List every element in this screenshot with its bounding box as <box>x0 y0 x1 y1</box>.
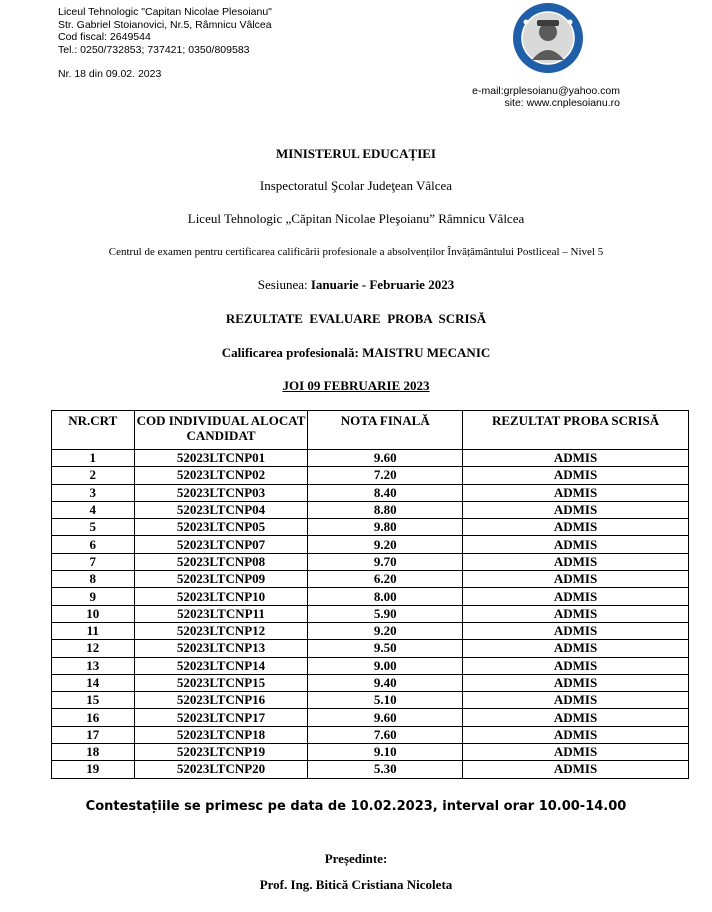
document-number: Nr. 18 din 09.02. 2023 <box>58 68 162 80</box>
cell-nr: 16 <box>52 709 135 726</box>
school-title: Liceul Tehnologic „Căpitan Nicolae Pleşoianu” Râmnicu Vâlcea <box>187 211 525 226</box>
column-header-code: COD INDIVIDUAL ALOCAT CANDIDAT <box>134 411 308 450</box>
cell-code: 52023LTCNP05 <box>134 519 308 536</box>
cell-grade: 9.40 <box>308 674 463 691</box>
cell-code: 52023LTCNP15 <box>134 674 308 691</box>
school-address-line: Str. Gabriel Stoianovici, Nr.5, Râmnicu Vâlcea <box>58 18 272 31</box>
cell-result: ADMIS <box>463 501 689 518</box>
cell-code: 52023LTCNP20 <box>134 761 308 778</box>
cell-nr: 10 <box>52 605 135 622</box>
cell-code: 52023LTCNP03 <box>134 484 308 501</box>
cell-nr: 5 <box>52 519 135 536</box>
cell-code: 52023LTCNP17 <box>134 709 308 726</box>
table-row <box>52 657 689 674</box>
cell-grade: 9.60 <box>308 450 463 467</box>
cell-grade: 5.10 <box>308 692 463 709</box>
cell-code: 52023LTCNP11 <box>134 605 308 622</box>
cell-nr: 14 <box>52 674 135 691</box>
cell-code: 52023LTCNP13 <box>134 640 308 657</box>
cell-result: ADMIS <box>463 536 689 553</box>
cell-grade: 9.10 <box>308 744 463 761</box>
cell-nr: 15 <box>52 692 135 709</box>
cell-result: ADMIS <box>463 571 689 588</box>
cell-result: ADMIS <box>463 605 689 622</box>
cell-result: ADMIS <box>463 640 689 657</box>
fiscal-code-line: Cod fiscal: 2649544 <box>58 31 151 43</box>
cell-code: 52023LTCNP19 <box>134 744 308 761</box>
cell-grade: 5.90 <box>308 605 463 622</box>
school-name-line: Liceul Tehnologic "Capitan Nicolae Plesoianu" <box>58 6 272 18</box>
table-row <box>52 709 689 726</box>
school-emblem-icon <box>512 2 584 74</box>
cell-nr: 18 <box>52 744 135 761</box>
cell-code: 52023LTCNP04 <box>134 501 308 518</box>
cell-grade: 7.60 <box>308 726 463 743</box>
cell-result: ADMIS <box>463 484 689 501</box>
cell-grade: 8.00 <box>308 588 463 605</box>
cell-grade: 9.20 <box>308 622 463 639</box>
website-text: site: www.cnplesoianu.ro <box>504 97 620 109</box>
cell-result: ADMIS <box>463 709 689 726</box>
cell-grade: 9.80 <box>308 519 463 536</box>
session-line <box>0 277 712 293</box>
cell-result: ADMIS <box>463 450 689 467</box>
cell-result: ADMIS <box>463 692 689 709</box>
cell-nr: 6 <box>52 536 135 553</box>
cell-nr: 4 <box>52 501 135 518</box>
cell-nr: 13 <box>52 657 135 674</box>
cell-code: 52023LTCNP07 <box>134 536 308 553</box>
table-row <box>52 536 689 553</box>
phone-line: Tel.: 0250/732853; 737421; 0350/809583 <box>58 43 250 56</box>
school-header <box>58 6 272 56</box>
table-row <box>52 467 689 484</box>
cell-result: ADMIS <box>463 761 689 778</box>
table-row <box>52 553 689 570</box>
table-row <box>52 450 689 467</box>
table-body <box>52 450 689 779</box>
inspectorate-title: Inspectoratul Şcolar Judeţean Vâlcea <box>259 178 453 193</box>
table-row <box>52 674 689 691</box>
cell-code: 52023LTCNP14 <box>134 657 308 674</box>
table-row <box>52 484 689 501</box>
table-row <box>52 726 689 743</box>
cell-nr: 1 <box>52 450 135 467</box>
qualification-line <box>0 345 712 361</box>
table-row <box>52 605 689 622</box>
table-header-row <box>52 411 689 450</box>
signature-name: Prof. Ing. Bitică Cristiana Nicoleta <box>259 877 453 892</box>
column-header-result: REZULTAT PROBA SCRISĂ <box>463 411 689 450</box>
table-row <box>52 744 689 761</box>
column-header-grade: NOTA FINALĂ <box>308 411 463 450</box>
cell-result: ADMIS <box>463 467 689 484</box>
exam-date: JOI 09 FEBRUARIE 2023 <box>282 378 430 393</box>
cell-result: ADMIS <box>463 674 689 691</box>
cell-code: 52023LTCNP16 <box>134 692 308 709</box>
cell-result: ADMIS <box>463 553 689 570</box>
cell-code: 52023LTCNP08 <box>134 553 308 570</box>
table-row <box>52 588 689 605</box>
cell-grade: 9.00 <box>308 657 463 674</box>
cell-grade: 9.20 <box>308 536 463 553</box>
email-text: e-mail:grplesoianu@yahoo.com <box>472 85 620 97</box>
cell-code: 52023LTCNP10 <box>134 588 308 605</box>
table-row <box>52 501 689 518</box>
cell-grade: 8.40 <box>308 484 463 501</box>
cell-grade: 5.30 <box>308 761 463 778</box>
cell-nr: 3 <box>52 484 135 501</box>
cell-grade: 6.20 <box>308 571 463 588</box>
table-row <box>52 571 689 588</box>
ministry-title: MINISTERUL EDUCAȚIEI <box>275 146 436 161</box>
cell-nr: 9 <box>52 588 135 605</box>
cell-nr: 19 <box>52 761 135 778</box>
cell-nr: 12 <box>52 640 135 657</box>
cell-code: 52023LTCNP02 <box>134 467 308 484</box>
qualification-value: MAISTRU MECANIC <box>362 345 491 360</box>
cell-code: 52023LTCNP18 <box>134 726 308 743</box>
results-table <box>51 410 689 779</box>
cell-grade: 9.70 <box>308 553 463 570</box>
session-label: Sesiunea: <box>257 277 311 292</box>
cell-result: ADMIS <box>463 744 689 761</box>
qualification-label: Calificarea profesională: <box>221 345 363 360</box>
cell-result: ADMIS <box>463 622 689 639</box>
cell-grade: 9.50 <box>308 640 463 657</box>
cell-result: ADMIS <box>463 726 689 743</box>
cell-grade: 7.20 <box>308 467 463 484</box>
cell-nr: 11 <box>52 622 135 639</box>
session-value: Ianuarie - Februarie 2023 <box>310 277 455 292</box>
results-title: REZULTATE EVALUARE PROBA SCRISĂ <box>225 311 487 326</box>
cell-nr: 7 <box>52 553 135 570</box>
cell-nr: 17 <box>52 726 135 743</box>
cell-grade: 9.60 <box>308 709 463 726</box>
table-row <box>52 519 689 536</box>
cell-nr: 8 <box>52 571 135 588</box>
table-row <box>52 692 689 709</box>
contact-info <box>472 85 620 109</box>
exam-center-title: Centrul de examen pentru certificarea calificării profesionale a absolvenților Învățământului Postliceal – Nivel 5 <box>108 246 604 258</box>
table-row <box>52 640 689 657</box>
cell-code: 52023LTCNP12 <box>134 622 308 639</box>
cell-result: ADMIS <box>463 588 689 605</box>
cell-result: ADMIS <box>463 657 689 674</box>
cell-code: 52023LTCNP01 <box>134 450 308 467</box>
appeals-note: Contestațiile se primesc pe data de 10.02.2023, interval orar 10.00-14.00 <box>85 799 627 814</box>
signature-role: Președinte: <box>324 851 388 866</box>
column-header-nr: NR.CRT <box>52 411 135 450</box>
table-row <box>52 761 689 778</box>
table-row <box>52 622 689 639</box>
cell-nr: 2 <box>52 467 135 484</box>
cell-code: 52023LTCNP09 <box>134 571 308 588</box>
cell-grade: 8.80 <box>308 501 463 518</box>
cell-result: ADMIS <box>463 519 689 536</box>
